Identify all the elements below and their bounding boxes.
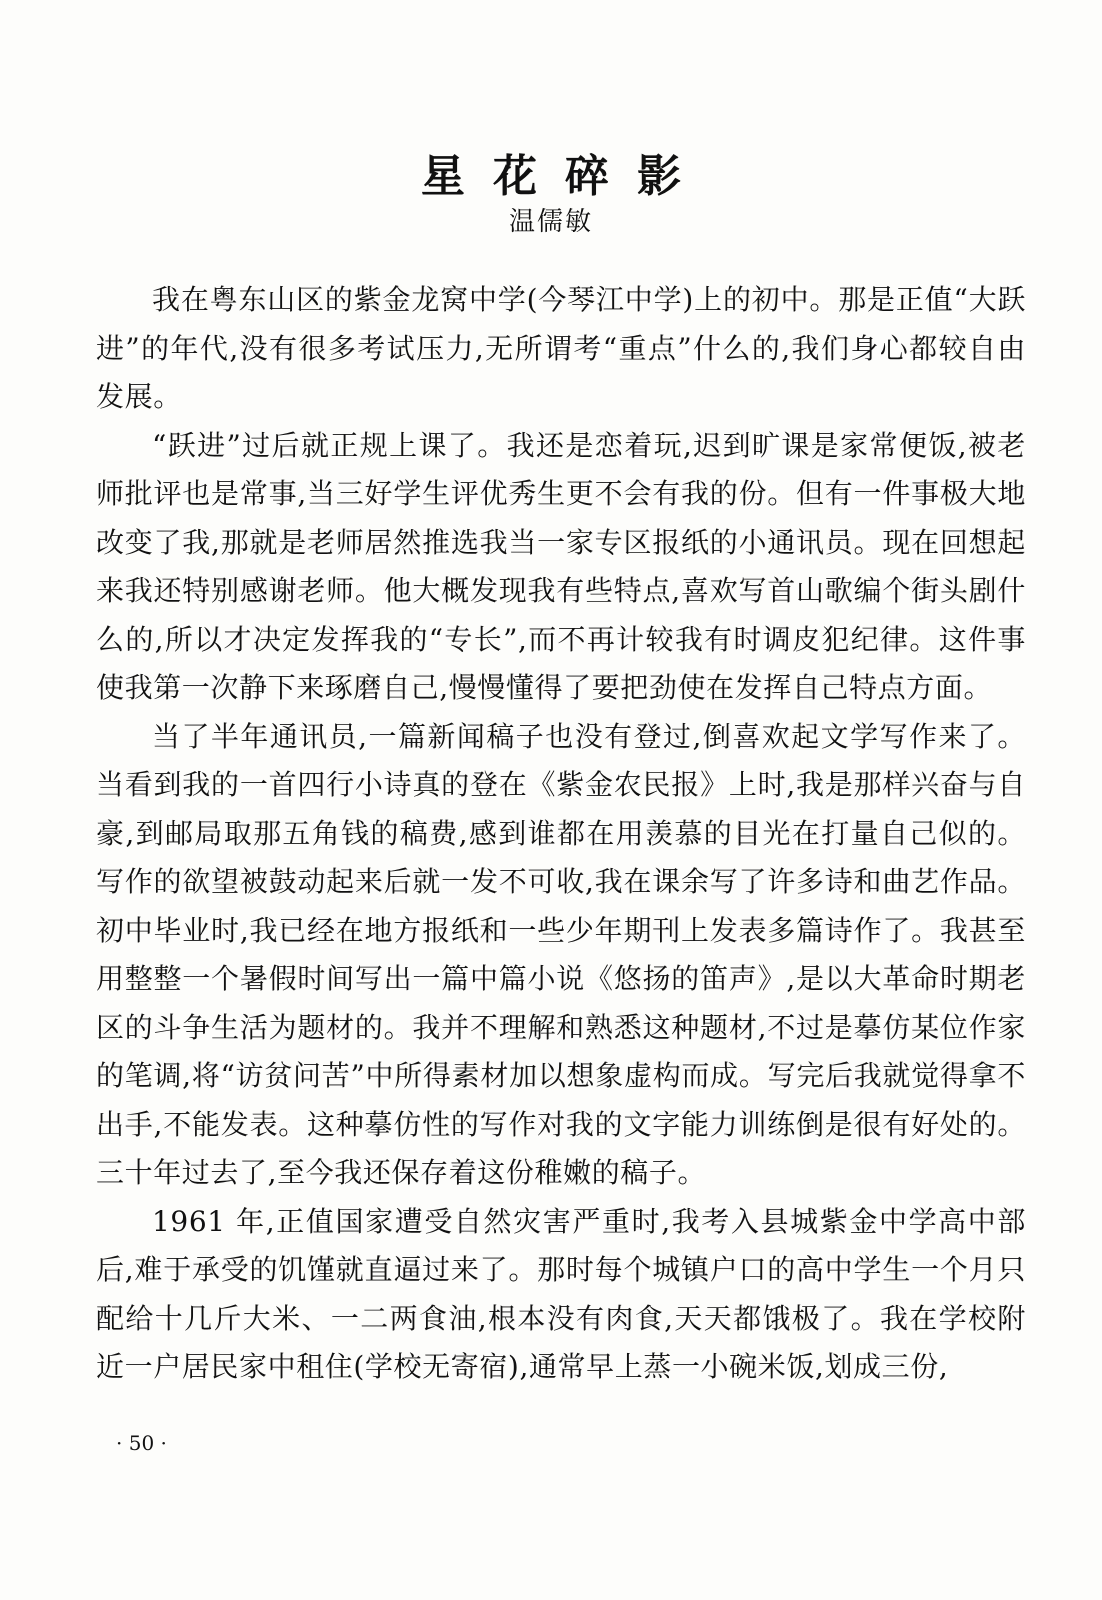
article-author: 温儒敏 bbox=[508, 207, 593, 237]
paragraph: 1961 年,正值国家遭受自然灾害严重时,我考入县城紫金中学高中部后,难于承受的饥馑就直逼过来了。那时每个城镇户口的高中学生一个月只配给十几斤大米、一二两食油,根本没有肉食,天天都饿极了。我在学校附近一户居民家中租住(学校无寄宿),通常早上蒸一小碗米饭,划成三份, bbox=[96, 1204, 1026, 1383]
article-title: 星花碎影 bbox=[421, 151, 709, 203]
paragraph: “跃进”过后就正规上课了。我还是恋着玩,迟到旷课是家常便饭,被老师批评也是常事,当三好学生评优秀生更不会有我的份。但有一件事极大地改变了我,那就是老师居然推选我当一家专区报纸的小通讯员。现在回想起来我还特别感谢老师。他大概发现我有些特点,喜欢写首山歌编个街头剧什么的,所以才决定发挥我的“专长”,而不再计较我有时调皮犯纪律。这件事使我第一次静下来琢磨自己,慢慢懂得了要把劲使在发挥自己特点方面。 bbox=[96, 428, 1026, 704]
page-number: · 50 · bbox=[116, 1431, 167, 1455]
article-body bbox=[96, 276, 1026, 1392]
paragraph: 当了半年通讯员,一篇新闻稿子也没有登过,倒喜欢起文学写作来了。当看到我的一首四行小诗真的登在《紫金农民报》上时,我是那样兴奋与自豪,到邮局取那五角钱的稿费,感到谁都在用羡慕的目光在打量自己似的。写作的欲望被鼓动起来后就一发不可收,我在课余写了许多诗和曲艺作品。初中毕业时,我已经在地方报纸和一些少年期刊上发表多篇诗作了。我甚至用整整一个暑假时间写出一篇中篇小说《悠扬的笛声》,是以大革命时期老区的斗争生活为题材的。我并不理解和熟悉这种题材,不过是摹仿某位作家的笔调,将“访贫问苦”中所得素材加以想象虚构而成。写完后我就觉得拿不出手,不能发表。这种摹仿性的写作对我的文字能力训练倒是很有好处的。三十年过去了,至今我还保存着这份稚嫩的稿子。 bbox=[96, 719, 1026, 1189]
paragraph: 我在粤东山区的紫金龙窝中学(今琴江中学)上的初中。那是正值“大跃进”的年代,没有很多考试压力,无所谓考“重点”什么的,我们身心都较自由发展。 bbox=[96, 283, 1026, 413]
